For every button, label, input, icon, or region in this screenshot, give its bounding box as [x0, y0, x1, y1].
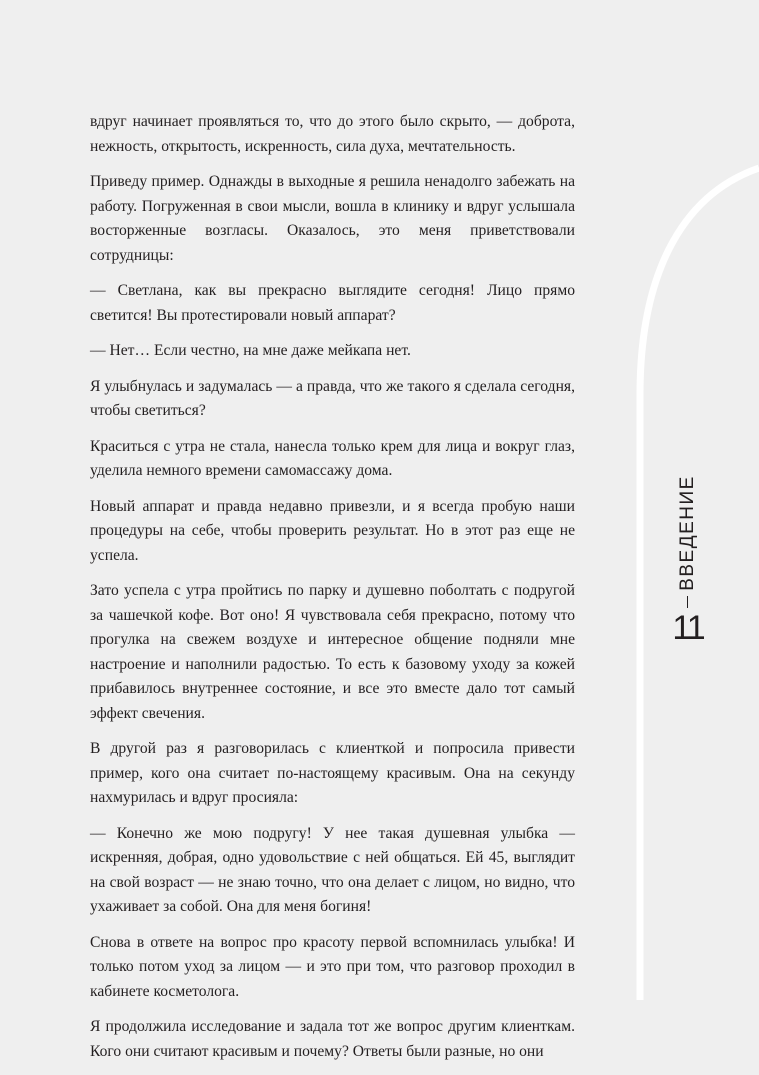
paragraph: Снова в ответе на вопрос про красоту первой вспомнилась улыбка! И только потом уход за лицом — и это при том, что разговор проходил в кабинете косметолога. [90, 933, 575, 1000]
paragraph: Краситься с утра не стала, нанесла только крем для лица и вокруг глаз, уделила немного времени самомассажу дома. [90, 437, 575, 479]
running-header [668, 470, 708, 647]
paragraph: Приведу пример. Однажды в выходные я решила ненадолго забежать на работу. Погруженная в свои мысли, вошла в клинику и вдруг услышала восторженные возгласы. Оказалось, это меня приветствовали сотрудницы: [90, 173, 575, 264]
body-text [90, 110, 575, 1075]
paragraph: В другой раз я разговорилась с клиенткой и попросила привести пример, кого она считает по-настоящему красивым. Она на секунду нахмурилась и вдруг просияла: [90, 740, 575, 806]
paragraph: вдруг начинает проявляться то, что до этого было скрыто, — доброта, нежность, открытость, искренность, сила духа, мечтательность. [90, 113, 575, 155]
dialogue-paragraph: — Светлана, как вы прекрасно выглядите сегодня! Лицо прямо светится! Вы протестировали новый аппарат? [90, 282, 575, 324]
paragraph: Я улыбнулась и задумалась — а правда, что же такого я сделала сегодня, чтобы светиться? [90, 377, 575, 419]
header-divider [687, 596, 688, 608]
dialogue-paragraph: — Нет… Если честно, на мне даже мейкапа нет. [90, 342, 411, 359]
section-title: ВВЕДЕНИЕ [677, 474, 699, 591]
page-number: 11 [672, 609, 704, 647]
dialogue-paragraph: — Конечно же мою подругу! У нее такая душевная улыбка — искренняя, добрая, одно удовольствие с ней общаться. Ей 45, выглядит на свой возраст — не знаю точно, что она делает с лицом, но видно, что ухаживает за собой. Она для меня богиня! [90, 824, 575, 915]
paragraph: Новый аппарат и правда недавно привезли, и я всегда пробую наши процедуры на себе, чтобы проверить результат. Но в этот раз еще не успела. [90, 497, 575, 564]
section-title-container [668, 470, 708, 595]
paragraph: Зато успела с утра пройтись по парку и душевно поболтать с подругой за чашечкой кофе. Вот оно! Я чувствовала себя прекрасно, потому что прогулка на свежем воздухе и интересное общение подняли мне настроение и наполнили радостью. То есть к базовому уходу за кожей прибавилось внутреннее состояние, и все это вместе дало тот самый эффект свечения. [90, 582, 575, 722]
paragraph: Я продолжила исследование и задала тот же вопрос другим клиенткам. Кого они считают красивым и почему? Ответы были разные, но они [90, 1018, 575, 1060]
